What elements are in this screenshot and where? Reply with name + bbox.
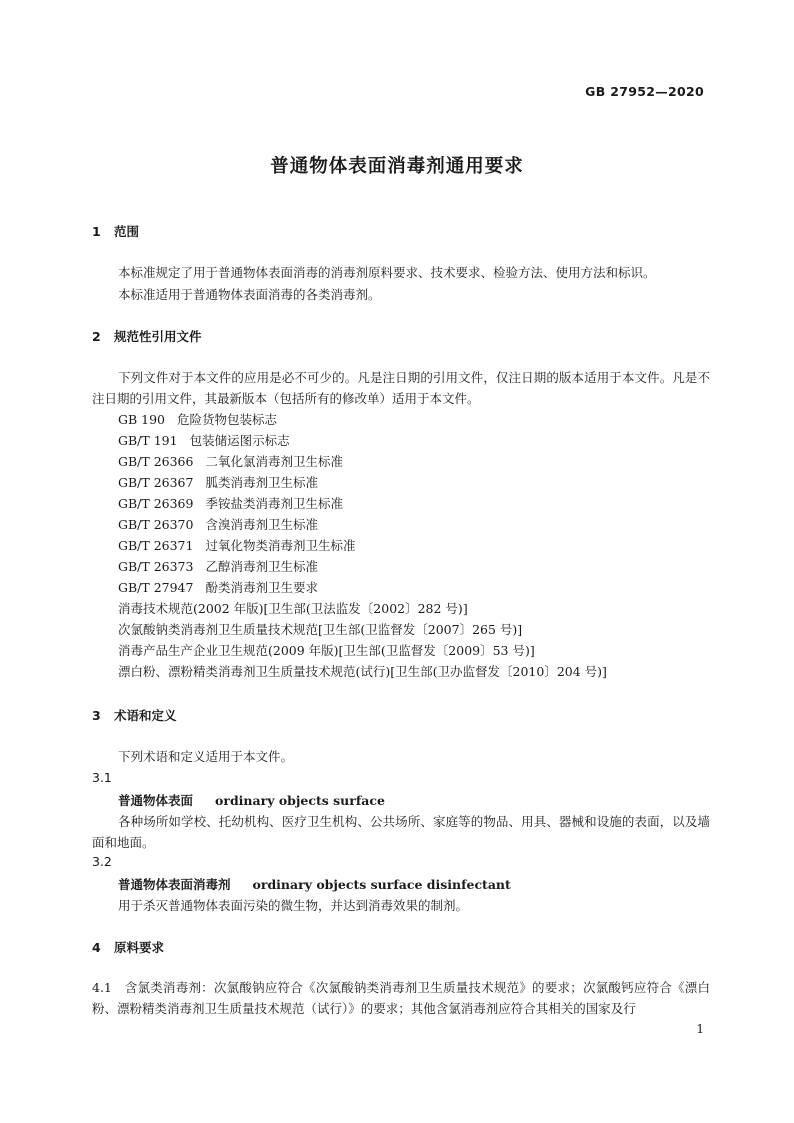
section-title: 术语和定义 [114, 708, 177, 723]
section-1-heading [92, 222, 139, 240]
term-definition: 各种场所如学校、托幼机构、医疗卫生机构、公共场所、家庭等的物品、用具、器械和设施的表面，以及墙面和地面。 [92, 814, 710, 850]
reference-title: 季铵盐类消毒剂卫生标准 [205, 496, 343, 511]
reference-title: 危险货物包装标志 [177, 412, 278, 427]
section-title: 范围 [114, 224, 140, 239]
term-heading [118, 791, 385, 809]
reference-title: 含溴消毒剂卫生标准 [205, 517, 318, 532]
term-zh: 普通物体表面消毒剂 [118, 877, 231, 892]
reference-code: GB/T 26367 [118, 475, 194, 490]
section-number: 2 [92, 329, 101, 344]
reference-item [118, 430, 290, 451]
standard-code: GB 27952—2020 [585, 84, 704, 99]
page-number: 1 [696, 1022, 704, 1036]
term-number: 3.2 [92, 854, 112, 869]
term-en: ordinary objects surface [215, 793, 385, 808]
section-title: 规范性引用文件 [114, 329, 202, 344]
reference-title: 胍类消毒剂卫生标准 [205, 475, 318, 490]
reference-title: 过氧化物类消毒剂卫生标准 [205, 538, 356, 553]
reference-code: GB/T 27947 [118, 580, 194, 595]
reference-item: 消毒技术规范(2002 年版)[卫生部(卫法监发〔2002〕282 号)] [118, 601, 468, 616]
reference-code: GB/T 26369 [118, 496, 194, 511]
reference-code: GB/T 26370 [118, 517, 194, 532]
reference-item [118, 535, 355, 556]
document-title: 普通物体表面消毒剂通用要求 [270, 156, 524, 177]
reference-item [118, 514, 318, 535]
reference-item [118, 472, 318, 493]
reference-item: 漂白粉、漂粉精类消毒剂卫生质量技术规范(试行)[卫生部(卫办监督发〔2010〕204 号)] [118, 664, 607, 679]
reference-item [118, 493, 343, 514]
section-number: 3 [92, 708, 101, 723]
reference-title: 乙醇消毒剂卫生标准 [205, 559, 318, 574]
term-en: ordinary objects surface disinfectant [252, 877, 511, 892]
section-3-heading [92, 706, 177, 724]
section-number: 1 [92, 224, 101, 239]
term-zh: 普通物体表面 [118, 793, 194, 808]
reference-code: GB/T 26371 [118, 538, 194, 553]
term-heading [118, 875, 511, 893]
reference-code: GB/T 26366 [118, 454, 194, 469]
paragraph: 本标准适用于普通物体表面消毒的各类消毒剂。 [118, 287, 381, 302]
reference-item: 次氯酸钠类消毒剂卫生质量技术规范[卫生部(卫监督发〔2007〕265 号)] [118, 622, 523, 637]
section-2-heading [92, 327, 202, 345]
section-number: 4 [92, 940, 101, 955]
paragraph: 本标准规定了用于普通物体表面消毒的消毒剂原料要求、技术要求、检验方法、使用方法和标识。 [118, 265, 656, 280]
reference-item: 消毒产品生产企业卫生规范(2009 年版)[卫生部(卫监督发〔2009〕53 号)] [118, 643, 535, 658]
reference-item [118, 409, 277, 430]
clause-4-1: 4.1 含氯类消毒剂：次氯酸钠应符合《次氯酸钠类消毒剂卫生质量技术规范》的要求；次氯酸钙应符合《漂白粉、漂粉精类消毒剂卫生质量技术规范（试行）》的要求；其他含氯消毒剂应符合其相关的国家及行 [92, 980, 710, 1016]
reference-title: 二氧化氯消毒剂卫生标准 [205, 454, 343, 469]
reference-item [118, 451, 343, 472]
reference-code: GB/T 191 [118, 433, 178, 448]
term-number: 3.1 [92, 770, 112, 785]
reference-title: 包装储运图示标志 [189, 433, 290, 448]
reference-code: GB/T 26373 [118, 559, 194, 574]
reference-code: GB 190 [118, 412, 166, 427]
paragraph: 下列术语和定义适用于本文件。 [118, 749, 294, 764]
section-title: 原料要求 [114, 940, 165, 955]
reference-item [118, 577, 318, 598]
term-definition: 用于杀灭普通物体表面污染的微生物，并达到消毒效果的制剂。 [118, 898, 469, 913]
reference-title: 酚类消毒剂卫生要求 [205, 580, 318, 595]
reference-item [118, 556, 318, 577]
paragraph: 下列文件对于本文件的应用是必不可少的。凡是注日期的引用文件，仅注日期的版本适用于本文件。凡是不注日期的引用文件，其最新版本（包括所有的修改单）适用于本文件。 [92, 370, 710, 406]
section-4-heading [92, 938, 164, 956]
